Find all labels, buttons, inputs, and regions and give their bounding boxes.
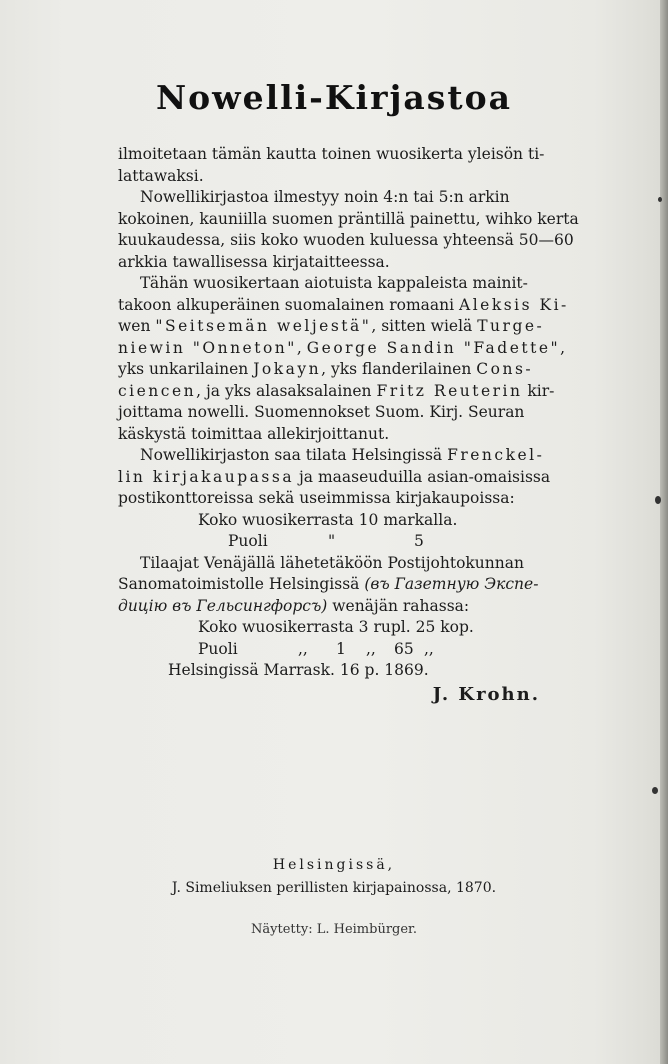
announcement-body: [118, 144, 590, 682]
author-turgenev: Turge-: [477, 317, 545, 335]
author-kivi: Aleksis Ki-: [459, 295, 569, 314]
author-jokai: Jokayn: [253, 360, 322, 378]
speck-mark: [658, 197, 662, 202]
page-edge: [660, 0, 668, 1064]
signature: J. Krohn.: [432, 684, 540, 705]
author-conscience: Cons-: [476, 360, 534, 378]
speck-mark: [652, 787, 658, 794]
work-seitseman-veljesta: "Seitsemän weljestä": [155, 317, 372, 335]
price-row-full-fi: Koko wuosikerrasta 10 markalla.: [198, 510, 458, 529]
speck-mark: [655, 496, 661, 504]
page-title: Nowelli-Kirjastoa: [155, 78, 513, 117]
paragraph-3: Tähän wuosikertaan aiotuista kappaleista mainit- takoon alkuperäinen suomalainen romaani Aleksis Ki- wen "Seitsemän weljestä", sitten wielä Turge- niewin "Onneton", George Sandin "Fadette", yks unkarilainen Jokayn, yks flanderilainen Cons- ciencen, ja yks alasaksalainen Fritz Reuterin kir- joittama nowelli. Suomennokset Suom. Kirj. Seuran käskystä toimittaa allekirjoittanut.: [118, 274, 569, 443]
paragraph-5: Tilaajat Venäjällä lähetetäköön Postijohtokunnan Sanomatoimistolle Helsingissä (въ Газетную Экспе- дицію въ Гельсингфорсъ) wenäjän rahassa:: [118, 553, 539, 615]
author-sand: George Sandin "Fadette": [306, 338, 561, 357]
price-row-full-ru: Koko wuosikerrasta 3 rupl. 25 kop.: [198, 618, 474, 636]
imprint-place: Helsingissä,: [272, 857, 396, 873]
russian-address: (въ Газетную Экспе-: [364, 575, 539, 593]
paragraph-1: ilmoitetaan tämän kautta toinen wuosikerta yleisön ti- lattawaksi.: [118, 145, 545, 185]
paragraph-2: Nowellikirjastoa ilmestyy noin 4:n tai 5:n arkin kokoinen, kauniilla suomen präntillä painettu, wihko kerta kuukaudessa, siis koko wuoden kuluessa yhteensä 50—60 arkkia tawallisessa kirjataitteessa.: [118, 188, 579, 271]
work-onneton: "Onneton": [192, 338, 297, 357]
date-line: Helsingissä Marrask. 16 p. 1869.: [168, 661, 429, 679]
author-reuter: Fritz Reuterin: [376, 381, 523, 400]
price-row-half-fi: Puoli " 5: [228, 532, 424, 550]
price-row-half-ru: Puoli ,, 1 ,, 65 ,,: [198, 639, 434, 658]
paragraph-4: Nowellikirjaston saa tilata Helsingissä Frenckel- lin kirjakaupassa ja maaseuduilla asian-omaisissa postikonttoreissa sekä useimmissa kirjakaupoissa:: [118, 446, 551, 507]
publisher-frenckell: Frenckel-: [447, 446, 545, 464]
imprint-censor: Näytetty: L. Heimbürger.: [251, 922, 417, 937]
imprint-printer: J. Simeliuksen perillisten kirjapainossa, 1870.: [171, 880, 497, 896]
